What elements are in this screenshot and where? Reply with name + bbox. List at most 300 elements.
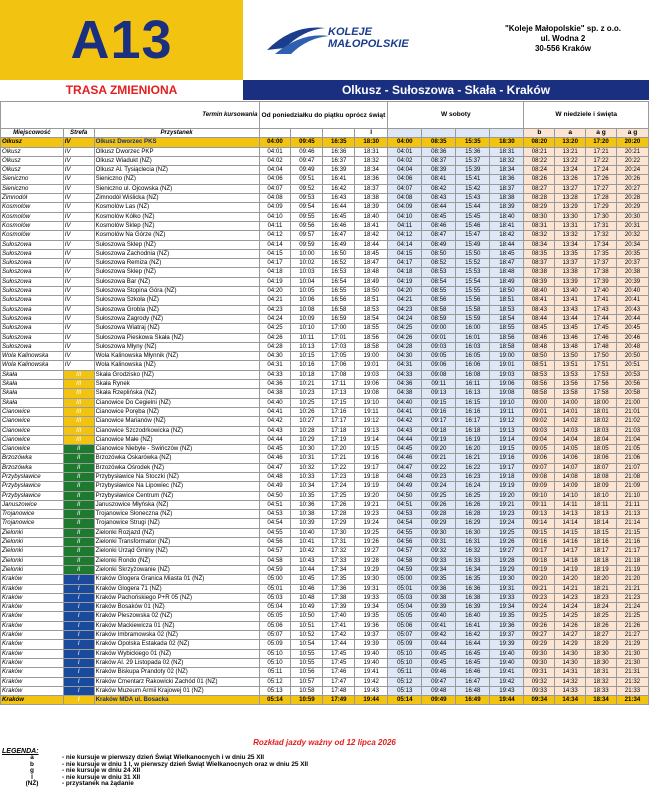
departure-time: 15:43 bbox=[456, 194, 490, 203]
departure-time: 17:29 bbox=[586, 203, 617, 212]
stop-row bbox=[1, 184, 649, 193]
stop-row bbox=[1, 463, 649, 472]
departure-time: 20:51 bbox=[616, 361, 648, 370]
departure-time: 08:39 bbox=[524, 277, 555, 286]
zone-cell: IV bbox=[63, 259, 94, 268]
departure-time: 13:31 bbox=[555, 221, 586, 230]
departure-time: 17:35 bbox=[323, 575, 355, 584]
departure-time: 09:21 bbox=[422, 454, 456, 463]
departure-time: 09:24 bbox=[422, 482, 456, 491]
departure-time: 08:50 bbox=[524, 352, 555, 361]
departure-time: 19:01 bbox=[490, 361, 524, 370]
departure-time: 19:12 bbox=[490, 417, 524, 426]
departure-time: 19:28 bbox=[355, 556, 388, 565]
stop-town: Januszowice bbox=[1, 500, 64, 509]
departure-time: 08:27 bbox=[524, 184, 555, 193]
departure-time: 19:40 bbox=[490, 658, 524, 667]
service-code bbox=[323, 129, 355, 138]
departure-time: 04:47 bbox=[259, 463, 291, 472]
departure-time: 04:01 bbox=[388, 147, 422, 156]
stop-name: Kraków Pachońskiego P+R 05 (NŻ) bbox=[94, 593, 259, 602]
zone-cell: I bbox=[63, 677, 94, 686]
departure-time: 18:49 bbox=[490, 277, 524, 286]
departure-time: 04:09 bbox=[259, 203, 291, 212]
departure-time: 16:56 bbox=[323, 296, 355, 305]
departure-time: 04:07 bbox=[259, 184, 291, 193]
departure-time: 04:00 bbox=[388, 138, 422, 147]
departure-time: 05:05 bbox=[388, 612, 422, 621]
departure-time: 04:56 bbox=[259, 538, 291, 547]
departure-time: 09:49 bbox=[291, 166, 323, 175]
departure-time: 19:24 bbox=[490, 519, 524, 528]
departure-time: 13:24 bbox=[555, 166, 586, 175]
departure-time: 10:51 bbox=[291, 621, 323, 630]
zone-cell: II bbox=[63, 454, 94, 463]
departure-time: 08:41 bbox=[422, 175, 456, 184]
departure-time: 04:26 bbox=[259, 333, 291, 342]
service-code bbox=[422, 129, 456, 138]
departure-time: 21:13 bbox=[616, 510, 648, 519]
departure-time: 04:06 bbox=[259, 175, 291, 184]
departure-time: 16:46 bbox=[456, 668, 490, 677]
departure-time: 05:10 bbox=[259, 649, 291, 658]
stop-town: Kosmolów bbox=[1, 231, 64, 240]
departure-time: 08:31 bbox=[524, 221, 555, 230]
departure-time: 09:45 bbox=[422, 658, 456, 667]
departure-time: 19:20 bbox=[490, 491, 524, 500]
departure-time: 04:04 bbox=[388, 166, 422, 175]
departure-time: 20:22 bbox=[616, 156, 648, 165]
departure-time: 08:58 bbox=[524, 389, 555, 398]
departure-time: 21:05 bbox=[616, 445, 648, 454]
departure-time: 08:36 bbox=[422, 147, 456, 156]
departure-time: 21:04 bbox=[616, 435, 648, 444]
departure-time: 09:04 bbox=[524, 435, 555, 444]
stop-name: Sułoszowa Młyny (NŻ) bbox=[94, 342, 259, 351]
stop-name: Kraków Bosaków 01 (NŻ) bbox=[94, 603, 259, 612]
departure-time: 18:34 bbox=[355, 166, 388, 175]
stop-row bbox=[1, 324, 649, 333]
zone-cell: IV bbox=[63, 138, 94, 147]
zone-cell: IV bbox=[63, 268, 94, 277]
departure-time: 19:14 bbox=[355, 435, 388, 444]
stop-town: Kraków bbox=[1, 649, 64, 658]
departure-time: 16:29 bbox=[456, 519, 490, 528]
stop-row bbox=[1, 612, 649, 621]
departure-time: 04:30 bbox=[388, 352, 422, 361]
departure-time: 19:11 bbox=[490, 407, 524, 416]
departure-time: 09:59 bbox=[291, 240, 323, 249]
departure-time: 17:23 bbox=[323, 472, 355, 481]
departure-time: 04:18 bbox=[388, 268, 422, 277]
departure-time: 17:46 bbox=[323, 668, 355, 677]
departure-time: 14:13 bbox=[555, 510, 586, 519]
stop-name: Cianowice Niebyle - Świńczów (NŻ) bbox=[94, 445, 259, 454]
departure-time: 19:11 bbox=[355, 407, 388, 416]
zone-cell: I bbox=[63, 649, 94, 658]
route-number-box bbox=[0, 0, 243, 80]
departure-time: 08:41 bbox=[524, 296, 555, 305]
departure-time: 09:56 bbox=[291, 221, 323, 230]
departure-time: 15:58 bbox=[456, 305, 490, 314]
departure-time: 04:31 bbox=[259, 361, 291, 370]
departure-time: 09:46 bbox=[422, 668, 456, 677]
departure-time: 19:08 bbox=[355, 389, 388, 398]
departure-time: 18:33 bbox=[586, 686, 617, 695]
company-city: 30-556 Kraków bbox=[534, 44, 592, 53]
departure-time: 18:50 bbox=[490, 287, 524, 296]
departure-time: 04:49 bbox=[388, 482, 422, 491]
service-code: b bbox=[524, 129, 555, 138]
legend-item bbox=[2, 781, 642, 788]
departure-time: 05:14 bbox=[388, 696, 422, 705]
departure-time: 14:10 bbox=[555, 491, 586, 500]
departure-time: 09:28 bbox=[422, 510, 456, 519]
departure-time: 04:38 bbox=[388, 389, 422, 398]
departure-time: 21:29 bbox=[616, 640, 648, 649]
departure-time: 16:24 bbox=[456, 482, 490, 491]
departure-time: 13:40 bbox=[555, 287, 586, 296]
departure-time: 18:29 bbox=[586, 640, 617, 649]
departure-time: 04:26 bbox=[388, 333, 422, 342]
stop-name: Zielonki Rondo (NŻ) bbox=[94, 556, 259, 565]
departure-time: 14:30 bbox=[555, 649, 586, 658]
departure-time: 19:27 bbox=[490, 547, 524, 556]
stop-town: Kraków bbox=[1, 584, 64, 593]
stop-town: Kraków bbox=[1, 612, 64, 621]
stop-row bbox=[1, 277, 649, 286]
departure-time: 04:50 bbox=[259, 491, 291, 500]
service-code: a bbox=[555, 129, 586, 138]
departure-time: 14:19 bbox=[555, 565, 586, 574]
departure-time: 20:28 bbox=[616, 194, 648, 203]
departure-time: 04:59 bbox=[259, 565, 291, 574]
departure-time: 10:29 bbox=[291, 435, 323, 444]
departure-time: 18:32 bbox=[490, 156, 524, 165]
header-row-periods bbox=[1, 102, 649, 129]
departure-time: 09:08 bbox=[524, 472, 555, 481]
stop-town: Kosmolów bbox=[1, 212, 64, 221]
departure-time: 10:06 bbox=[291, 296, 323, 305]
departure-time: 21:10 bbox=[616, 491, 648, 500]
stop-name: Kosmolów Na Górze (NŻ) bbox=[94, 231, 259, 240]
departure-time: 05:06 bbox=[388, 621, 422, 630]
departure-time: 19:34 bbox=[490, 603, 524, 612]
departure-time: 09:39 bbox=[422, 603, 456, 612]
stop-row bbox=[1, 575, 649, 584]
termin-label: Termin kursowania bbox=[1, 102, 260, 129]
departure-time: 18:16 bbox=[586, 538, 617, 547]
departure-time: 17:11 bbox=[323, 380, 355, 389]
departure-time: 09:30 bbox=[524, 649, 555, 658]
departure-time: 09:20 bbox=[422, 445, 456, 454]
departure-time: 04:14 bbox=[388, 240, 422, 249]
stop-row bbox=[1, 194, 649, 203]
zone-cell: III bbox=[63, 417, 94, 426]
stop-name: Kraków Wybickiego 01 (NŻ) bbox=[94, 649, 259, 658]
zone-cell: III bbox=[63, 407, 94, 416]
departure-time: 18:40 bbox=[490, 212, 524, 221]
departure-time: 04:17 bbox=[259, 259, 291, 268]
departure-time: 10:58 bbox=[291, 686, 323, 695]
legend-key: l bbox=[31, 773, 33, 781]
departure-time: 19:16 bbox=[490, 454, 524, 463]
departure-time: 21:19 bbox=[616, 565, 648, 574]
departure-time: 19:33 bbox=[355, 593, 388, 602]
departure-time: 13:46 bbox=[555, 333, 586, 342]
departure-time: 09:33 bbox=[524, 686, 555, 695]
departure-time: 15:41 bbox=[456, 175, 490, 184]
stop-row bbox=[1, 538, 649, 547]
stop-row bbox=[1, 287, 649, 296]
departure-time: 10:16 bbox=[291, 361, 323, 370]
departure-time: 18:51 bbox=[355, 296, 388, 305]
departure-time: 14:16 bbox=[555, 538, 586, 547]
departure-time: 04:20 bbox=[259, 287, 291, 296]
departure-time: 04:28 bbox=[259, 342, 291, 351]
departure-time: 16:00 bbox=[456, 324, 490, 333]
departure-time: 10:43 bbox=[291, 556, 323, 565]
departure-time: 19:43 bbox=[355, 686, 388, 695]
departure-time: 14:17 bbox=[555, 547, 586, 556]
departure-time: 17:33 bbox=[323, 556, 355, 565]
departure-time: 14:03 bbox=[555, 426, 586, 435]
departure-time: 08:43 bbox=[422, 194, 456, 203]
departure-time: 18:27 bbox=[586, 631, 617, 640]
departure-time: 09:34 bbox=[422, 565, 456, 574]
departure-time: 18:15 bbox=[586, 528, 617, 537]
departure-time: 21:02 bbox=[616, 417, 648, 426]
departure-time: 16:25 bbox=[456, 491, 490, 500]
stop-row bbox=[1, 528, 649, 537]
stop-row bbox=[1, 417, 649, 426]
departure-time: 17:43 bbox=[586, 305, 617, 314]
departure-time: 04:54 bbox=[388, 519, 422, 528]
departure-time: 13:29 bbox=[555, 203, 586, 212]
departure-time: 04:21 bbox=[388, 296, 422, 305]
departure-time: 04:06 bbox=[388, 175, 422, 184]
stop-town: Przybysławice bbox=[1, 491, 64, 500]
departure-time: 16:01 bbox=[456, 333, 490, 342]
stop-name: Kosmolów Las (NŻ) bbox=[94, 203, 259, 212]
departure-time: 09:03 bbox=[422, 342, 456, 351]
departure-time: 16:08 bbox=[456, 370, 490, 379]
departure-time: 16:47 bbox=[456, 677, 490, 686]
stop-row bbox=[1, 482, 649, 491]
departure-time: 17:35 bbox=[586, 249, 617, 258]
departure-time: 20:44 bbox=[616, 314, 648, 323]
departure-time: 04:44 bbox=[259, 435, 291, 444]
departure-time: 09:31 bbox=[524, 668, 555, 677]
stop-name: Olkusz Dworzec PKP bbox=[94, 147, 259, 156]
departure-time: 04:59 bbox=[388, 565, 422, 574]
stop-town: Zielonki bbox=[1, 565, 64, 574]
stop-town: Zielonki bbox=[1, 528, 64, 537]
departure-time: 18:01 bbox=[586, 407, 617, 416]
departure-time: 19:44 bbox=[490, 696, 524, 705]
departure-time: 17:45 bbox=[586, 324, 617, 333]
col-strefa: Strefa bbox=[63, 129, 94, 138]
departure-time: 09:45 bbox=[422, 649, 456, 658]
zone-cell: IV bbox=[63, 175, 94, 184]
departure-time: 18:05 bbox=[586, 445, 617, 454]
departure-time: 21:34 bbox=[616, 696, 648, 705]
departure-time: 16:38 bbox=[456, 593, 490, 602]
departure-time: 13:44 bbox=[555, 314, 586, 323]
departure-time: 09:11 bbox=[524, 500, 555, 509]
departure-time: 18:39 bbox=[490, 203, 524, 212]
departure-time: 08:40 bbox=[524, 287, 555, 296]
departure-time: 19:28 bbox=[490, 556, 524, 565]
departure-time: 05:06 bbox=[259, 621, 291, 630]
departure-time: 04:57 bbox=[388, 547, 422, 556]
stop-row bbox=[1, 584, 649, 593]
departure-time: 13:58 bbox=[555, 389, 586, 398]
stop-name: Zielonki Transformator (NŻ) bbox=[94, 538, 259, 547]
departure-time: 18:48 bbox=[355, 268, 388, 277]
departure-time: 16:59 bbox=[323, 314, 355, 323]
departure-time: 17:20 bbox=[586, 138, 617, 147]
service-code bbox=[490, 129, 524, 138]
zone-cell: IV bbox=[63, 194, 94, 203]
stop-row bbox=[1, 677, 649, 686]
departure-time: 16:46 bbox=[323, 221, 355, 230]
departure-time: 19:43 bbox=[490, 686, 524, 695]
zone-cell: II bbox=[63, 500, 94, 509]
departure-time: 18:08 bbox=[586, 472, 617, 481]
departure-time: 17:49 bbox=[323, 696, 355, 705]
departure-time: 04:15 bbox=[388, 249, 422, 258]
zone-cell: II bbox=[63, 510, 94, 519]
departure-time: 04:48 bbox=[388, 472, 422, 481]
stop-town: Skała bbox=[1, 370, 64, 379]
departure-time: 14:27 bbox=[555, 631, 586, 640]
departure-time: 15:55 bbox=[456, 287, 490, 296]
departure-time: 20:39 bbox=[616, 277, 648, 286]
departure-time: 08:37 bbox=[422, 156, 456, 165]
departure-time: 04:14 bbox=[259, 240, 291, 249]
stop-name: Kraków Muzeum Armii Krajowej 01 (NŻ) bbox=[94, 686, 259, 695]
departure-time: 13:32 bbox=[555, 231, 586, 240]
departure-time: 19:36 bbox=[490, 621, 524, 630]
stop-town: Sułoszowa bbox=[1, 277, 64, 286]
departure-time: 15:46 bbox=[456, 221, 490, 230]
departure-time: 18:32 bbox=[355, 156, 388, 165]
stop-name: Sułoszowa Zagrody (NŻ) bbox=[94, 314, 259, 323]
departure-time: 09:16 bbox=[422, 407, 456, 416]
departure-time: 18:07 bbox=[586, 463, 617, 472]
legend-description: - nie kursuje w dniu 1 I, w pierwszy dzień Świąt Wielkanocnych oraz w dniu 25 XII bbox=[62, 760, 309, 768]
zone-cell: IV bbox=[63, 203, 94, 212]
departure-time: 04:07 bbox=[388, 184, 422, 193]
departure-time: 19:01 bbox=[355, 361, 388, 370]
departure-time: 19:36 bbox=[355, 621, 388, 630]
departure-time: 16:47 bbox=[323, 231, 355, 240]
departure-time: 16:58 bbox=[323, 305, 355, 314]
stop-row bbox=[1, 621, 649, 630]
departure-time: 04:12 bbox=[388, 231, 422, 240]
stop-town: Sieniczno bbox=[1, 175, 64, 184]
departure-time: 15:56 bbox=[456, 296, 490, 305]
stop-town: Kraków bbox=[1, 668, 64, 677]
departure-time: 09:49 bbox=[422, 696, 456, 705]
departure-time: 18:14 bbox=[586, 519, 617, 528]
departure-time: 10:33 bbox=[291, 472, 323, 481]
service-code bbox=[259, 129, 291, 138]
stop-name: Kraków Biskupa Prandoty 02 (NŻ) bbox=[94, 668, 259, 677]
departure-time: 21:17 bbox=[616, 547, 648, 556]
departure-time: 04:12 bbox=[259, 231, 291, 240]
stop-name: Sułoszowa Szkoła (NŻ) bbox=[94, 296, 259, 305]
departure-time: 15:39 bbox=[456, 166, 490, 175]
zone-cell: III bbox=[63, 426, 94, 435]
departure-time: 21:16 bbox=[616, 538, 648, 547]
departure-time: 20:41 bbox=[616, 296, 648, 305]
stop-row bbox=[1, 147, 649, 156]
stop-row bbox=[1, 314, 649, 323]
departure-time: 17:22 bbox=[586, 156, 617, 165]
departure-time: 18:42 bbox=[355, 231, 388, 240]
departure-time: 04:17 bbox=[388, 259, 422, 268]
departure-time: 14:24 bbox=[555, 603, 586, 612]
departure-time: 10:42 bbox=[291, 547, 323, 556]
departure-time: 20:21 bbox=[616, 147, 648, 156]
stop-row bbox=[1, 370, 649, 379]
departure-time: 18:39 bbox=[355, 203, 388, 212]
departure-time: 05:09 bbox=[388, 640, 422, 649]
departure-time: 16:37 bbox=[323, 156, 355, 165]
departure-time: 15:53 bbox=[456, 268, 490, 277]
stop-town: Kosmolów bbox=[1, 221, 64, 230]
departure-time: 10:30 bbox=[291, 445, 323, 454]
departure-time: 18:56 bbox=[355, 333, 388, 342]
company-name: "Koleje Małopolskie" sp. z o.o. bbox=[504, 24, 622, 33]
departure-time: 18:44 bbox=[490, 240, 524, 249]
departure-time: 04:40 bbox=[388, 398, 422, 407]
departure-time: 08:48 bbox=[524, 342, 555, 351]
departure-time: 19:37 bbox=[355, 631, 388, 640]
departure-time: 19:29 bbox=[355, 565, 388, 574]
departure-time: 21:06 bbox=[616, 454, 648, 463]
departure-time: 18:34 bbox=[586, 696, 617, 705]
departure-time: 05:12 bbox=[259, 677, 291, 686]
departure-time: 09:16 bbox=[524, 538, 555, 547]
departure-time: 19:23 bbox=[355, 510, 388, 519]
departure-time: 18:41 bbox=[490, 221, 524, 230]
company-street: ul. Wodna 2 bbox=[540, 34, 586, 43]
departure-time: 13:34 bbox=[555, 240, 586, 249]
stop-name: Zimnodół Wiślicka (NŻ) bbox=[94, 194, 259, 203]
stop-name: Wola Kalinowska (NŻ) bbox=[94, 361, 259, 370]
departure-time: 18:31 bbox=[355, 147, 388, 156]
departure-time: 08:46 bbox=[422, 221, 456, 230]
stop-name: Zielonki Urząd Gminy (NŻ) bbox=[94, 547, 259, 556]
departure-time: 10:03 bbox=[291, 268, 323, 277]
departure-time: 18:24 bbox=[586, 603, 617, 612]
departure-time: 09:08 bbox=[422, 370, 456, 379]
departure-time: 09:06 bbox=[524, 454, 555, 463]
departure-time: 17:36 bbox=[323, 584, 355, 593]
stop-name: Cianowice Marianów (NŻ) bbox=[94, 417, 259, 426]
departure-time: 19:21 bbox=[490, 500, 524, 509]
departure-time: 16:44 bbox=[456, 640, 490, 649]
departure-time: 20:37 bbox=[616, 259, 648, 268]
departure-time: 18:17 bbox=[586, 547, 617, 556]
departure-time: 16:49 bbox=[323, 240, 355, 249]
departure-time: 08:28 bbox=[524, 194, 555, 203]
departure-time: 09:30 bbox=[422, 528, 456, 537]
departure-time: 19:10 bbox=[355, 398, 388, 407]
